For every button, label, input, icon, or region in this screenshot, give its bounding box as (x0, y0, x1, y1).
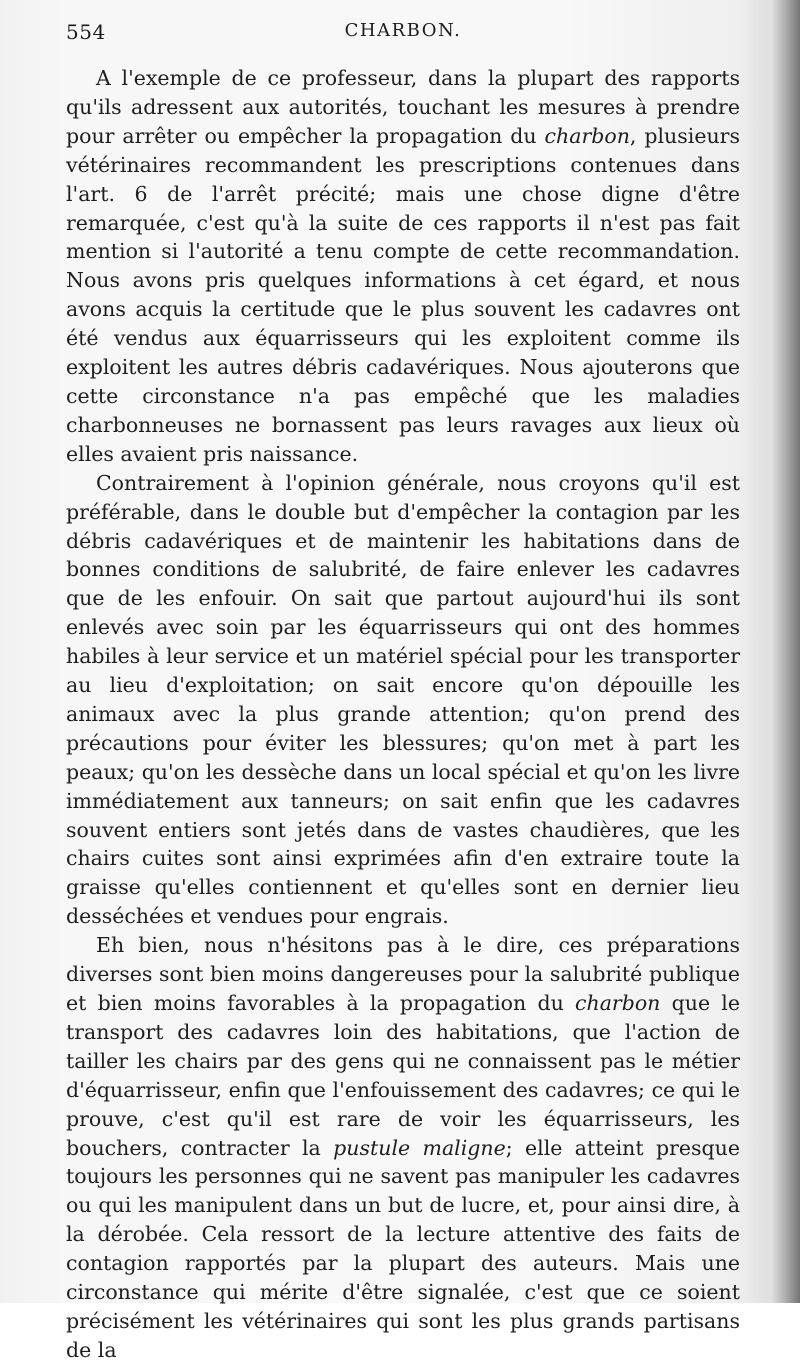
page-binding-shadow (772, 0, 800, 1303)
text-run: , plusieurs vétérinaires recommandent les prescriptions contenues dans l'art. 6 de l'arrêt précité; mais une chose digne d'être remarquée, c'est qu'à la suite de ces rapports il n'est pas fait mention si l'autorité a tenu compte de cette recommandation. Nous avons pris quelques informations à cet égard, et nous avons acquis la certitude que le plus souvent les cadavres ont été vendus aux équarrisseurs qui les exploitent comme ils exploitent les autres débris cadavériques. Nous ajouterons que cette circonstance n'a pas empêché que les maladies charbonneuses ne bornassent pas leurs ravages aux lieux où elles avaient pris naissance. (66, 123, 740, 466)
italic-term: charbon (544, 123, 630, 148)
paragraph-3 (66, 931, 740, 1365)
text-run: que le transport des cadavres loin des habitations, que l'action de tailler les chairs par des gens qui ne connaissent pas le métier d'équarrisseur, enfin que l'enfouissement des cadavres; ce qui le prouve, c'est qu'il est rare de voir les équarrisseurs, les bouchers, contracter la (66, 991, 741, 1160)
text-run: Eh bien, nous n'hésitons pas à le dire, ces préparations diverses sont bien moins dangereuses pour la salubrité publique et bien moins favorables à la propagation du (66, 933, 740, 1015)
italic-term: pustule maligne (333, 1135, 506, 1160)
running-head: CHARBON. (344, 20, 462, 41)
page-header (66, 20, 740, 50)
paragraph-1 (66, 64, 740, 469)
page-number: 554 (66, 20, 106, 44)
body-text (66, 64, 740, 1365)
text-run: A l'exemple de ce professeur, dans la plupart des rapports qu'ils adressent aux autorités, touchant les mesures à prendre pour arrêter ou empêcher la propagation du (66, 66, 740, 148)
text-run: Contrairement à l'opinion générale, nous croyons qu'il est préférable, dans le double but d'empêcher la contagion par les débris cadavériques et de maintenir les habitations dans de bonnes conditions de salubrité, de faire enlever les cadavres que de les enfouir. On sait que partout aujourd'hui ils sont enlevés avec soin par les équarrisseurs qui ont des hommes habiles à leur service et un matériel spécial pour les transporter au lieu d'exploitation; on sait encore qu'on dépouille les animaux avec la plus grande attention; qu'on prend des précautions pour éviter les blessures; qu'on met à part les peaux; qu'on les dessèche dans un local spécial et qu'on les livre immédiatement aux tanneurs; on sait enfin que les cadavres souvent entiers sont jetés dans de vastes chaudières, que les chairs cuites sont ainsi exprimées afin d'en extraire toute la graisse qu'elles contiennent et qu'elles sont en dernier lieu desséchées et vendues pour engrais. (66, 470, 740, 929)
italic-term: charbon (575, 991, 661, 1015)
text-run: ; elle atteint presque toujours les personnes qui ne savent pas manipuler les cadavres ou qui les manipulent dans un but de lucre, et, pour ainsi dire, à la dérobée. Cela ressort de la lecture attentive des faits de contagion rapportés par la plupart des auteurs. Mais une circonstance qui mérite d'être signalée, c'est que ce soient précisément les vétérinaires qui sont les plus grands partisans de la (66, 1135, 740, 1362)
paragraph-2 (66, 469, 740, 932)
